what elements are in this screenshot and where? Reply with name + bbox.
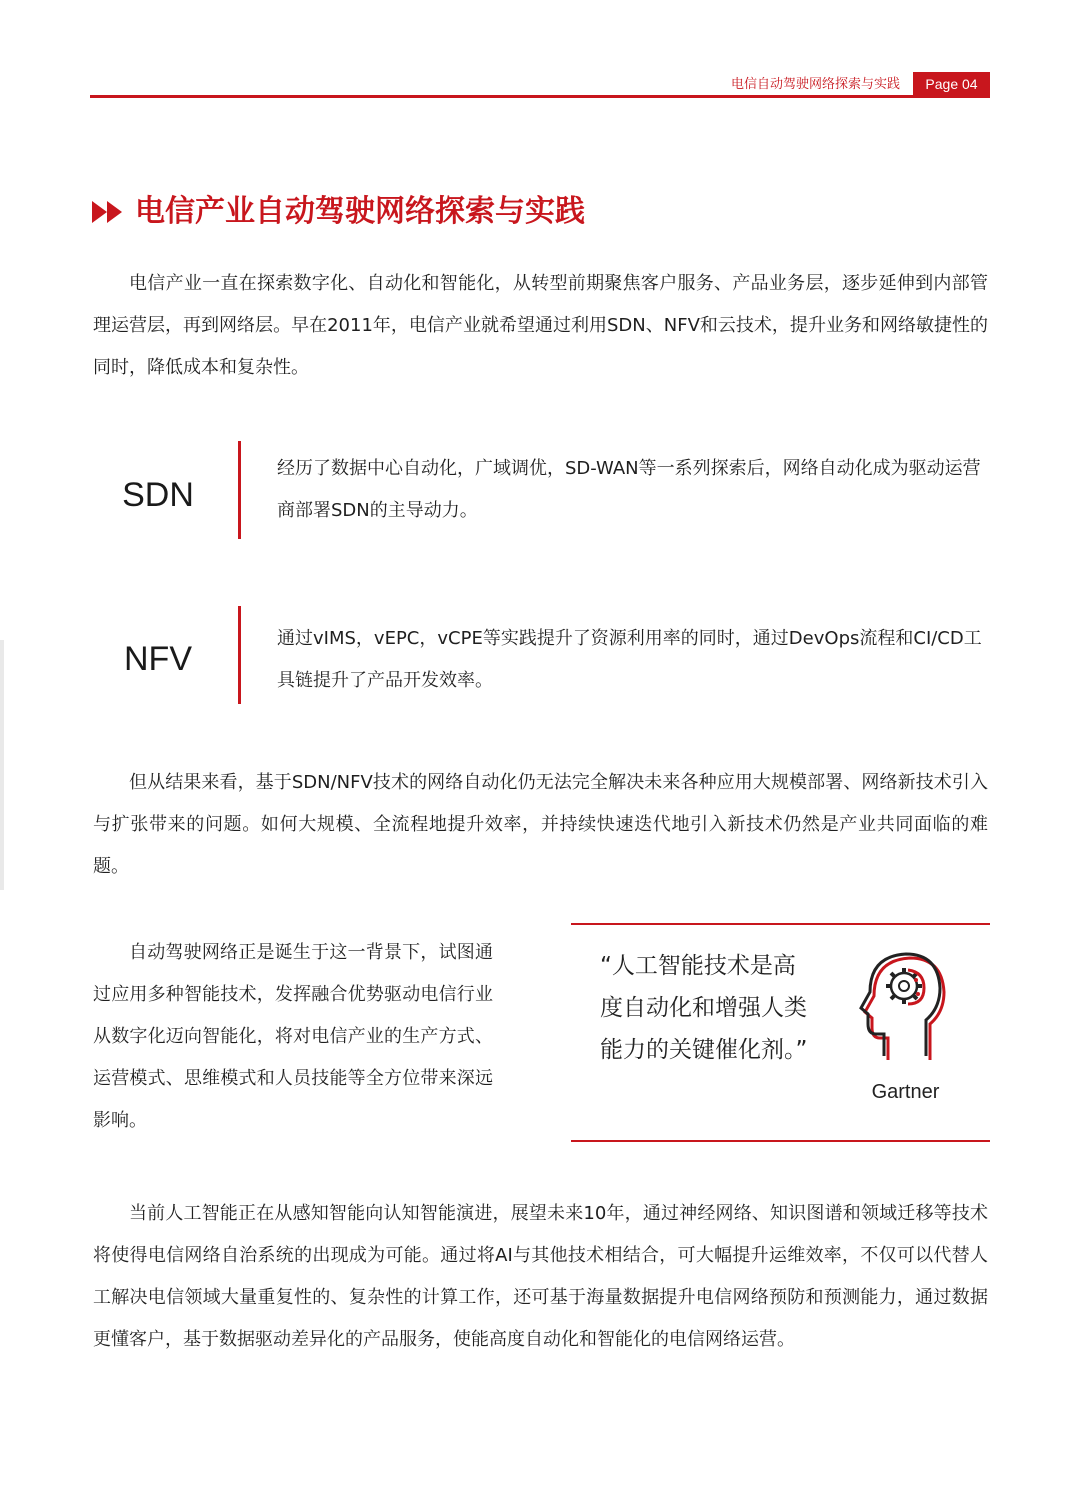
term-nfv-divider — [238, 606, 241, 704]
quote-top-rule — [571, 923, 990, 925]
term-nfv-description: 通过vIMS，vEPC，vCPE等实践提升了资源利用率的同时，通过DevOps流程和CI/CD工具链提升了产品开发效率。 — [277, 628, 982, 691]
term-nfv-label: NFV — [124, 640, 192, 678]
page-edge-shadow — [0, 640, 4, 890]
quote-bottom-rule — [571, 1140, 990, 1142]
quote-text: “人工智能技术是高度自动化和增强人类能力的关键催化剂。” — [600, 953, 808, 1063]
term-sdn-description: 经历了数据中心自动化，广域调优，SD-WAN等一系列探索后，网络自动化成为驱动运营商部署SDN的主导动力。 — [277, 458, 981, 521]
autonomous-network-paragraph: 自动驾驶网络正是诞生于这一背景下，试图通过应用多种智能技术，发挥融合优势驱动电信行业从数字化迈向智能化，将对电信产业的生产方式、运营模式、思维模式和人员技能等全方位带来深远影响。 — [93, 942, 493, 1131]
term-sdn-divider — [238, 441, 241, 539]
term-sdn-label: SDN — [122, 476, 194, 514]
double-play-arrow-icon — [92, 201, 126, 223]
quote-source: Gartner — [871, 1081, 940, 1103]
header-divider — [90, 95, 990, 98]
result-paragraph: 但从结果来看，基于SDN/NFV技术的网络自动化仍无法完全解决未来各种应用大规模部署、网络新技术引入与扩张带来的问题。如何大规模、全流程地提升效率，并持续快速迭代地引入新技术仍然是产业共同面临的难题。 — [93, 772, 988, 877]
header-title: 电信自动驾驶网络探索与实践 — [730, 77, 900, 92]
section-title: 电信产业自动驾驶网络探索与实践 — [135, 194, 585, 229]
ai-head-gear-icon — [858, 948, 950, 1063]
outlook-paragraph: 当前人工智能正在从感知智能向认知智能演进，展望未来10年，通过神经网络、知识图谱和领域迁移等技术将使得电信网络自治系统的出现成为可能。通过将AI与其他技术相结合，可大幅提升运维效率，不仅可以代替人工解决电信领域大量重复性的、复杂性的计算工作，还可基于海量数据提升电信网络预防和预测能力，通过数据更懂客户，基于数据驱动差异化的产品服务，使能高度自动化和智能化的电信网络运营。 — [93, 1203, 988, 1350]
intro-paragraph: 电信产业一直在探索数字化、自动化和智能化，从转型前期聚焦客户服务、产品业务层，逐步延伸到内部管理运营层，再到网络层。早在2011年，电信产业就希望通过利用SDN、NFV和云技术，提升业务和网络敏捷性的同时，降低成本和复杂性。 — [93, 273, 988, 378]
page-number-badge: Page 04 — [913, 72, 990, 96]
